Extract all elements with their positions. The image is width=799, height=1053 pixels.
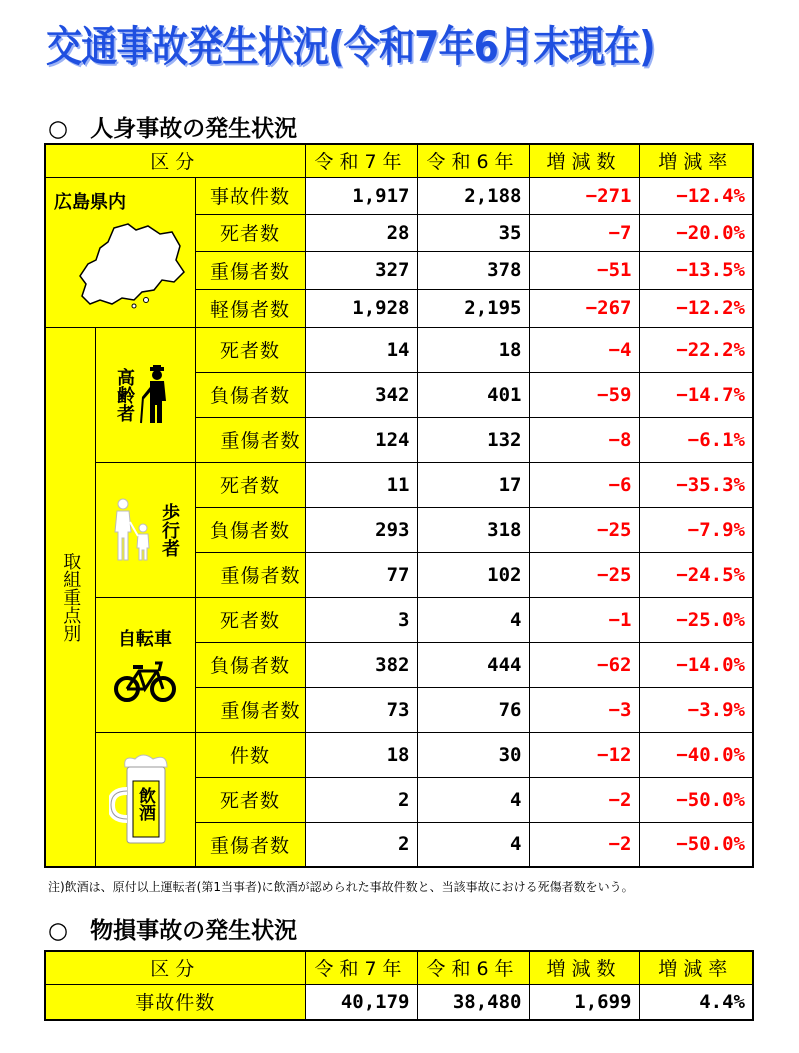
value-diff: −267	[529, 289, 639, 327]
header-category: 区分	[45, 951, 305, 984]
bicycle-name: 自転車	[118, 628, 172, 650]
header-category: 区分	[45, 144, 305, 177]
value-r6: 4	[417, 822, 529, 867]
value-diff: 1,699	[529, 984, 639, 1020]
section-property-heading	[48, 912, 297, 945]
value-r7: 11	[305, 462, 417, 507]
value-diff: −62	[529, 642, 639, 687]
row-label: 事故件数	[195, 177, 305, 214]
hiroshima-map-icon	[76, 220, 186, 310]
value-diff: −7	[529, 214, 639, 251]
header-r6: 令和6年	[417, 951, 529, 984]
prefecture-name: 広島県内	[54, 191, 126, 213]
circle-mark: ○	[48, 116, 69, 142]
value-r6: 102	[417, 552, 529, 597]
injury-accident-table	[44, 143, 754, 868]
value-diff: −51	[529, 251, 639, 289]
value-rate: −50.0%	[639, 822, 753, 867]
value-r7: 2	[305, 822, 417, 867]
focus-category-cell	[45, 327, 95, 867]
value-r7: 73	[305, 687, 417, 732]
value-diff: −25	[529, 507, 639, 552]
value-rate: 4.4%	[639, 984, 753, 1020]
value-r7: 28	[305, 214, 417, 251]
section-injury-heading	[48, 110, 297, 143]
property-accident-table	[44, 950, 754, 1021]
value-r7: 18	[305, 732, 417, 777]
bicycle-icon	[113, 661, 177, 705]
value-rate: −6.1%	[639, 417, 753, 462]
value-r7: 293	[305, 507, 417, 552]
row-label: 死者数	[195, 777, 305, 822]
value-diff: −2	[529, 822, 639, 867]
header-r7: 令和7年	[305, 951, 417, 984]
value-r6: 17	[417, 462, 529, 507]
value-diff: −12	[529, 732, 639, 777]
value-r6: 2,188	[417, 177, 529, 214]
value-r7: 382	[305, 642, 417, 687]
row-label: 負傷者数	[195, 507, 305, 552]
value-rate: −50.0%	[639, 777, 753, 822]
value-rate: −12.2%	[639, 289, 753, 327]
value-r6: 4	[417, 597, 529, 642]
header-r6: 令和6年	[417, 144, 529, 177]
value-rate: −40.0%	[639, 732, 753, 777]
value-r6: 4	[417, 777, 529, 822]
row-label: 負傷者数	[195, 642, 305, 687]
value-rate: −12.4%	[639, 177, 753, 214]
row-label: 死者数	[195, 214, 305, 251]
value-r7: 1,928	[305, 289, 417, 327]
value-diff: −271	[529, 177, 639, 214]
value-r6: 132	[417, 417, 529, 462]
row-label: 死者数	[195, 462, 305, 507]
value-r6: 38,480	[417, 984, 529, 1020]
value-diff: −3	[529, 687, 639, 732]
elderly-person-icon	[136, 365, 176, 425]
value-r6: 401	[417, 372, 529, 417]
value-diff: −4	[529, 327, 639, 372]
value-r7: 14	[305, 327, 417, 372]
value-rate: −22.2%	[639, 327, 753, 372]
row-label: 重傷者数	[195, 552, 305, 597]
value-r6: 378	[417, 251, 529, 289]
value-r7: 77	[305, 552, 417, 597]
row-label: 重傷者数	[195, 822, 305, 867]
pedestrian-name: 歩行者	[159, 502, 180, 557]
value-rate: −20.0%	[639, 214, 753, 251]
value-rate: −24.5%	[639, 552, 753, 597]
header-rate: 増減率	[639, 144, 753, 177]
prefecture-cell	[45, 177, 195, 327]
row-label: 重傷者数	[195, 251, 305, 289]
footnote: 注)飲酒は、原付以上運転者(第1当事者)に飲酒が認められた事故件数と、当該事故における死傷者数をいう。	[48, 880, 634, 894]
pedestrian-cell	[95, 462, 195, 597]
elderly-cell	[95, 327, 195, 462]
header-diff: 増減数	[529, 144, 639, 177]
value-diff: −1	[529, 597, 639, 642]
value-rate: −35.3%	[639, 462, 753, 507]
pedestrian-icon	[111, 498, 155, 562]
row-label: 重傷者数	[195, 687, 305, 732]
drunk-cell	[95, 732, 195, 867]
value-r7: 40,179	[305, 984, 417, 1020]
header-r7: 令和7年	[305, 144, 417, 177]
header-diff: 増減数	[529, 951, 639, 984]
value-r7: 124	[305, 417, 417, 462]
row-label: 重傷者数	[195, 417, 305, 462]
value-diff: −8	[529, 417, 639, 462]
value-rate: −25.0%	[639, 597, 753, 642]
value-diff: −2	[529, 777, 639, 822]
value-r7: 327	[305, 251, 417, 289]
circle-mark: ○	[48, 918, 69, 944]
value-diff: −59	[529, 372, 639, 417]
value-r6: 18	[417, 327, 529, 372]
section-property-label: 物損事故の発生状況	[90, 918, 298, 944]
value-r6: 30	[417, 732, 529, 777]
value-r6: 444	[417, 642, 529, 687]
section-injury-label: 人身事故の発生状況	[90, 116, 298, 142]
value-r7: 342	[305, 372, 417, 417]
value-rate: −14.7%	[639, 372, 753, 417]
row-label: 死者数	[195, 597, 305, 642]
value-r6: 2,195	[417, 289, 529, 327]
value-diff: −25	[529, 552, 639, 597]
row-label: 死者数	[195, 327, 305, 372]
elderly-name: 高齢者	[114, 367, 135, 422]
drunk-name: 飲酒	[135, 787, 155, 822]
value-rate: −3.9%	[639, 687, 753, 732]
header-rate: 増減率	[639, 951, 753, 984]
row-label: 負傷者数	[195, 372, 305, 417]
focus-label: 取組重点別	[60, 551, 82, 642]
value-rate: −14.0%	[639, 642, 753, 687]
value-rate: −13.5%	[639, 251, 753, 289]
bicycle-cell	[95, 597, 195, 732]
value-rate: −7.9%	[639, 507, 753, 552]
value-r6: 35	[417, 214, 529, 251]
value-r6: 318	[417, 507, 529, 552]
value-r6: 76	[417, 687, 529, 732]
value-r7: 3	[305, 597, 417, 642]
value-r7: 1,917	[305, 177, 417, 214]
value-diff: −6	[529, 462, 639, 507]
value-r7: 2	[305, 777, 417, 822]
page-title: 交通事故発生状況(令和7年6月末現在)	[46, 22, 655, 71]
row-label: 件数	[195, 732, 305, 777]
row-label: 事故件数	[45, 984, 305, 1020]
row-label: 軽傷者数	[195, 289, 305, 327]
